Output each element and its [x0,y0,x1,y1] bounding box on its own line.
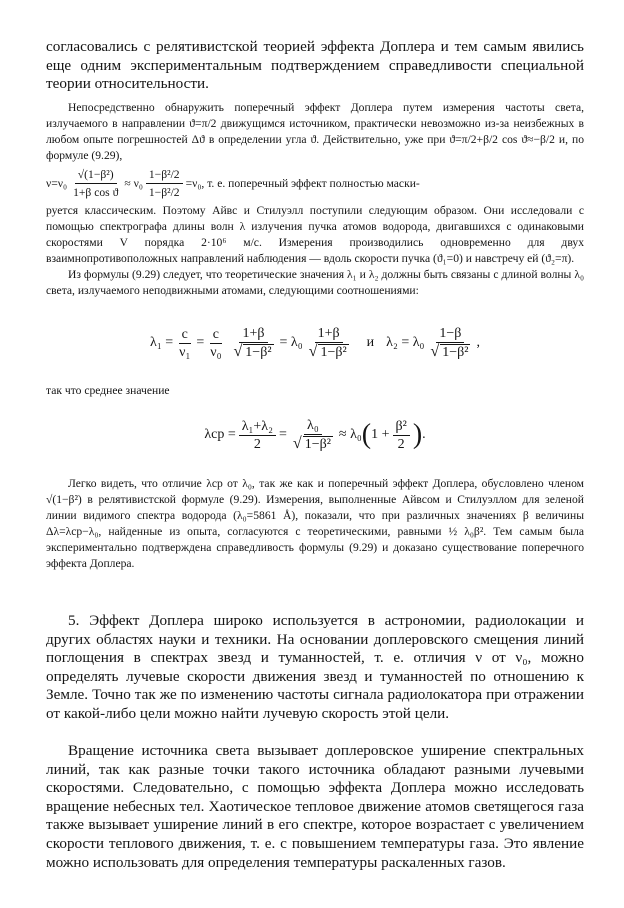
eq2-den1: 2 [253,436,261,452]
eq1-nu1: ν₁ [179,344,191,360]
eq2-den3: 2 [397,436,405,452]
eq1-l2: λ₂ = λ₀ [386,335,425,350]
eq1-nu0: ν₀ [210,344,222,360]
eq1-num-b: 1+β [315,326,343,343]
eq1-tail: , [476,335,480,350]
eq1-frac-b [306,326,352,360]
mean-value-label: так что среднее значение [46,384,170,397]
eq1-sqrt-c: 1−β² [442,345,469,360]
eq1-den-a: √ 1−β² [233,343,272,360]
eq1-lam0: = λ₀ [279,335,303,350]
eq2-num1: λ₁+λ₂ [239,419,276,436]
eq2-open-paren: ( [361,419,372,450]
eq1-frac-c-nu1 [176,327,193,360]
eq-line-frac1 [70,167,121,200]
eq-line-frac2 [146,167,183,200]
eq1-sqrt-b: 1−β² [320,345,347,360]
eq2-lhs: λср = [204,427,236,442]
eq2-sqrt: 1−β² [304,437,331,452]
eq1-c2: c [210,327,222,344]
eq2-frac2 [290,418,336,452]
eq2-frac1 [239,419,276,452]
ives-stilwell-paragraph: руется классическим. Поэтому Айвс и Стилуэлл поступили следующим образом. Они исследовали с помощью спектрографа длины волн λ излучения пучка атомов водорода, двигавшихся с одинаковыми скоростями V порядка 2·10⁶ м/с. Измерения производились одновременно для двух взаимнопротивоположных направлений наблюдения — вдоль скорости пучка (ϑ₁=0) и навстречу ей (ϑ₂=π). [46,204,584,265]
eq2-frac3 [393,419,410,452]
eq2-inner: 1 + [371,427,390,442]
eq2-approx: ≈ λ₀ [338,427,362,442]
intro-paragraph: согласовались с релятивистской теорией эффекта Доплера и тем самым явились еще одним экспериментальным подтверждением справедливости специальной теории относительности. [46,38,584,93]
eq1-den-b: √ 1−β² [308,343,347,360]
eq-line-num1: √(1−β²) [75,167,117,184]
eq1-eq: = [196,335,205,350]
rotation-broadening-paragraph: Вращение источника света вызывает доплеровское уширение спектральных линий, так как разные точки такого источника обладают разными лучевыми скоростями. Следовательно, с помощью эффекта Доплера можно исследовать вращение небесных тел. Хаотическое тепловое движение атомов светящегося газа также вызывает уширение линий в его спектре, которое возрастает с увеличением скорости теплового движения, т. е. с повышением температуры газа. Это явление можно использовать для определения температуры раскаленных газов. [46,742,584,871]
eq2-num3: β² [393,419,410,436]
eq1-den-c: √ 1−β² [430,343,469,360]
eq1-c1: c [179,327,191,344]
eq1-l1: λ₁ = [150,335,174,350]
eq-line-den2: 1−β²/2 [148,185,180,199]
eq1-num-c: 1−β [436,326,464,343]
eq-line-rhs: =ν₀, т. е. поперечный эффект полностью маски- [185,176,420,190]
equation-lambda1-lambda2 [46,318,584,368]
eq2-num2: λ₀ [304,418,322,435]
eq1-sqrt-a: 1−β² [245,345,272,360]
eq-line-num2: 1−β²/2 [146,167,183,184]
eq2-den2: √ 1−β² [292,435,331,452]
eq2-tail: . [422,427,426,442]
equation-lambda-mean [46,408,584,462]
eq-line-lhs: ν=ν₀ [46,176,68,190]
eq2-eq: = [278,427,287,442]
transverse-effect-paragraph: Непосредственно обнаружить поперечный эффект Доплера путем измерения частоты света, излучаемого в направлении ϑ=π/2 движущимся источником, практически невозможно из-за неизбежных в любом опыте погрешностей Δϑ в определении угла ϑ. Действительно, уже при ϑ=π/2+β/2 cos ϑ≈−β/2 и, по формуле (9.29), [46,101,584,162]
astronomy-applications-paragraph: 5. Эффект Доплера широко используется в астрономии, радиолокации и других областях науки и техники. На основании доплеровского смещения линий поглощения в спектрах звезд и туманностей, т. е. отличия ν от ν₀, можно определять лучевые скорости движения звезд и туманностей по отношению к Земле. Точно так же по изменению частоты сигнала радиолокатора при отражении от какой-либо цели можно найти лучевую скорость этой цели. [46,612,584,722]
eq-line-den1: 1+β cos ϑ [73,185,119,199]
eq1-frac-c-nu0 [207,327,224,360]
eq1-frac-a [230,326,276,360]
eq1-and: и [366,335,375,350]
measurement-result-paragraph: Легко видеть, что отличие λср от λ₀, так же как и поперечный эффект Доплера, обусловлено членом √(1−β²) в релятивистской формуле (9.29). Измерения, выполненные Айвсом и Стилуэллом для зеленой линии видимого спектра водорода (λ₀=5861 Å), показали, что при различных значениях β величины Δλ=λср−λ₀, найденные из опыта, согласуются с теоретическими, равными ½ λ₀β². Тем самым была экспериментально подтверждена справедливость формулы (9.29) и доказано существование поперечного эффекта Доплера. [46,477,584,570]
formula-intro-paragraph: Из формулы (9.29) следует, что теоретические значения λ₁ и λ₂ должны быть связаны с длиной волны λ₀ света, излучаемого неподвижными атомами, следующими соотношениями: [46,268,584,297]
eq1-frac-c [427,326,473,360]
eq2-close-paren: ) [412,419,423,450]
eq-line-approx: ≈ ν₀ [124,176,143,190]
inline-equation-line [46,166,584,200]
eq1-num-a: 1+β [239,326,267,343]
